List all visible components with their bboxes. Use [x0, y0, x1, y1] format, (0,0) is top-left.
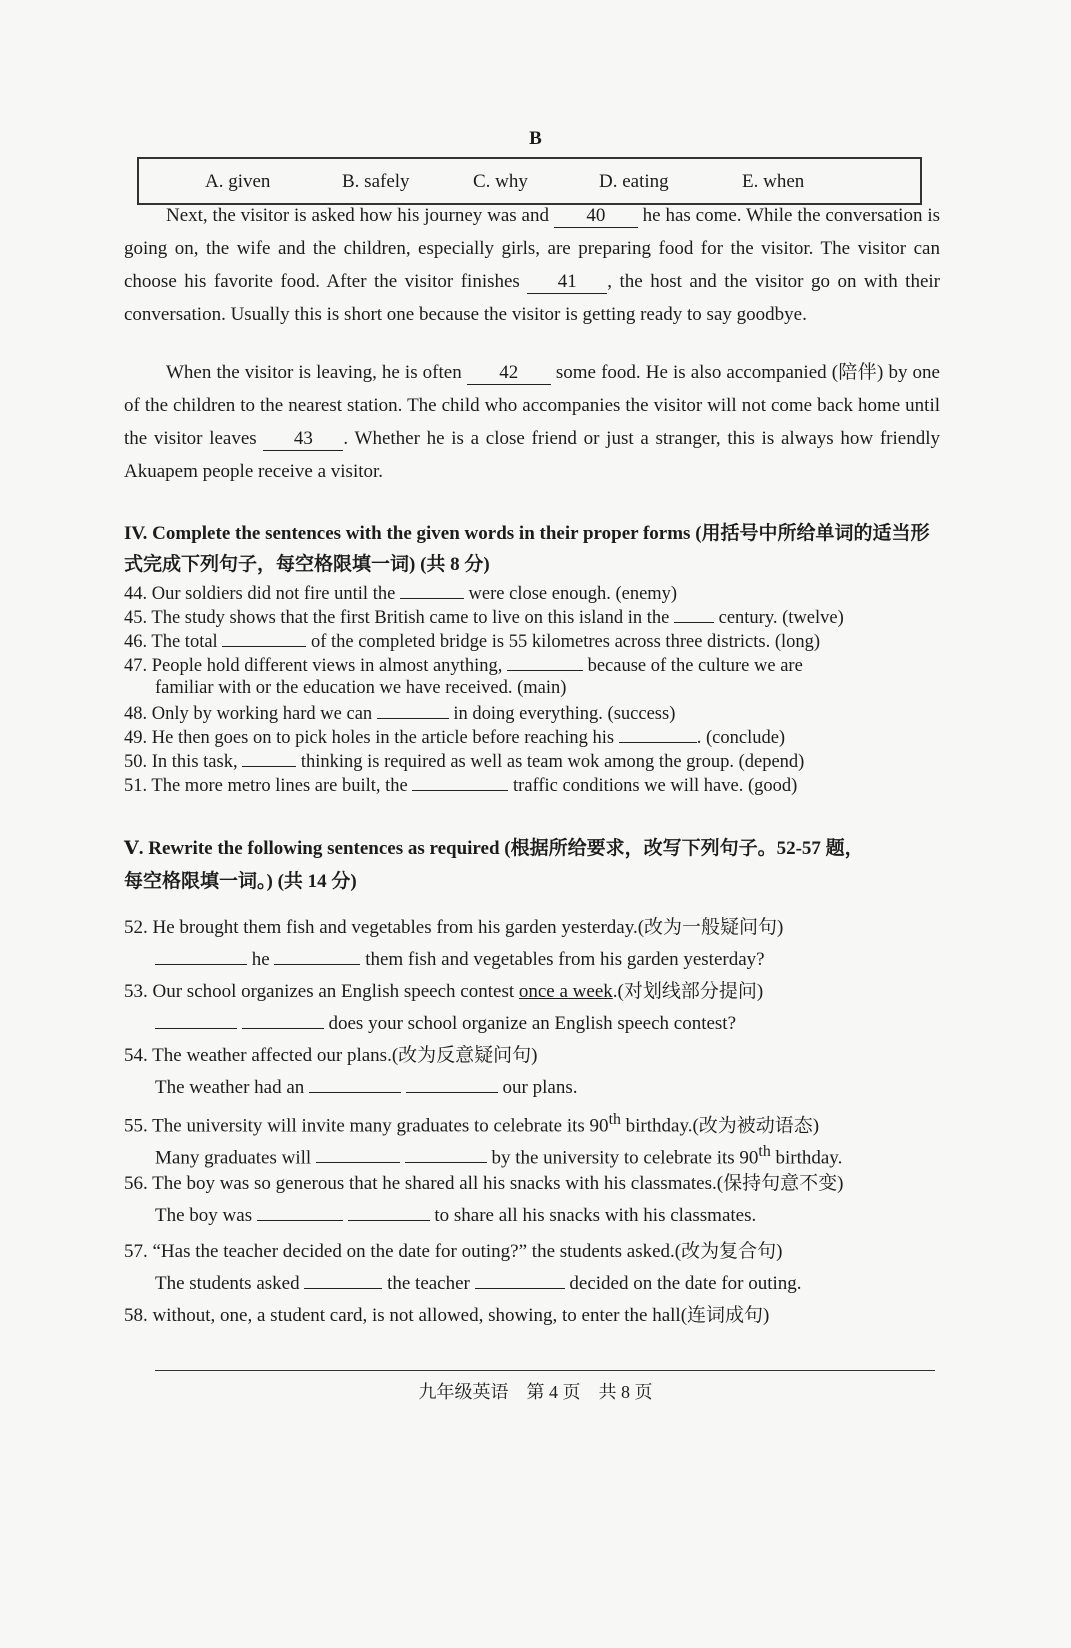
- underlined-phrase: once a week: [518, 981, 613, 1002]
- question-46: 46. The total of the completed bridge is 55 kilometres across three districts. (long): [124, 628, 942, 654]
- answer-blank-48[interactable]: [377, 700, 449, 719]
- answer-blank-47[interactable]: [507, 652, 583, 671]
- question-57: 57. “Has the teacher decided on the date for outing?” the students asked.(改为复合句): [124, 1241, 783, 1262]
- instruction-58: (连词成句): [680, 1305, 770, 1326]
- answer-blank-45[interactable]: [674, 604, 714, 623]
- blank-40[interactable]: 40: [554, 205, 638, 228]
- answer-blank-52b[interactable]: [274, 946, 360, 965]
- question-53: 53. Our school organizes an English speech contest once a week.(对划线部分提问): [124, 981, 764, 1002]
- question-56: 56. The boy was so generous that he shared all his snacks with his classmates.(保持句意不变): [124, 1173, 844, 1194]
- answer-blank-50[interactable]: [242, 748, 296, 767]
- answer-blank-44[interactable]: [400, 580, 464, 599]
- word-option-d: D. eating: [599, 171, 669, 192]
- question-45: 45. The study shows that the first British came to live on this island in the century. (twelve): [124, 604, 942, 630]
- answer-blank-53b[interactable]: [242, 1010, 324, 1029]
- page-footer: 九年级英语 第 4 页 共 8 页: [418, 1382, 653, 1402]
- section-iv-heading: IV. Complete the sentences with the given words in their proper forms (用括号中所给单词的适当形式完成下列句子，每空格限填一词) (共 8 分): [124, 523, 930, 575]
- instruction-55: (改为被动语态): [692, 1115, 820, 1137]
- instruction-56: (保持句意不变): [716, 1173, 844, 1194]
- question-49: 49. He then goes on to pick holes in the article before reaching his . (conclude): [124, 724, 942, 750]
- question-47: 47. People hold different views in almost anything, because of the culture we are: [124, 652, 942, 678]
- section-v-heading-line1: Ⅴ. Rewrite the following sentences as required (根据所给要求，改写下列句子。52-57 题，: [124, 838, 864, 859]
- question-58: 58. without, one, a student card, is not allowed, showing, to enter the hall(连词成句): [124, 1305, 770, 1326]
- blank-43[interactable]: 43: [263, 428, 343, 451]
- instruction-53: (对划线部分提问): [617, 981, 764, 1002]
- question-51: 51. The more metro lines are built, the traffic conditions we will have. (good): [124, 772, 942, 798]
- section-b-letter: B: [529, 128, 542, 149]
- answer-blank-55b[interactable]: [405, 1144, 487, 1163]
- answer-blank-55a[interactable]: [316, 1144, 400, 1163]
- answer-line-53: does your school organize an English speech contest?: [155, 1008, 736, 1040]
- question-50: 50. In this task, thinking is required as well as team wok among the group. (depend): [124, 748, 942, 774]
- instruction-57: (改为复合句): [674, 1241, 783, 1262]
- question-47-continued: familiar with or the education we have received. (main): [155, 678, 567, 698]
- answer-blank-54a[interactable]: [309, 1074, 401, 1093]
- answer-line-57: The students asked the teacher decided on the date for outing.: [155, 1268, 802, 1300]
- word-option-c: C. why: [473, 171, 528, 192]
- answer-blank-53a[interactable]: [155, 1010, 237, 1029]
- answer-blank-57a[interactable]: [304, 1270, 382, 1289]
- section-v-heading-line2: 每空格限填一词。) (共 14 分): [124, 871, 357, 892]
- answer-blank-54b[interactable]: [406, 1074, 498, 1093]
- word-option-a: A. given: [205, 171, 271, 192]
- question-48: 48. Only by working hard we can in doing everything. (success): [124, 700, 942, 726]
- answer-blank-56a[interactable]: [257, 1202, 343, 1221]
- word-option-e: E. when: [742, 171, 805, 192]
- word-bank-box: [137, 157, 922, 205]
- answer-line-54: The weather had an our plans.: [155, 1072, 577, 1104]
- blank-41[interactable]: 41: [527, 271, 607, 294]
- instruction-54: (改为反意疑问句): [391, 1045, 538, 1066]
- question-52: 52. He brought them fish and vegetables from his garden yesterday.(改为一般疑问句): [124, 917, 784, 938]
- answer-line-55: Many graduates will by the university to celebrate its 90th birthday.: [155, 1143, 843, 1169]
- instruction-52: (改为一般疑问句): [637, 917, 784, 938]
- answer-blank-57b[interactable]: [475, 1270, 565, 1289]
- answer-line-56: The boy was to share all his snacks with his classmates.: [155, 1200, 756, 1232]
- answer-blank-51[interactable]: [412, 772, 508, 791]
- blank-42[interactable]: 42: [467, 362, 551, 385]
- word-option-b: B. safely: [342, 171, 410, 192]
- passage-paragraph-2: When the visitor is leaving, he is often 42 some food. He is also accompanied (陪伴) by one of the children to the nearest station. The child who accompanies the visitor will not come back home until the visitor leaves 43 . Whether he is a close friend or just a stranger, this is always how friendly Akuapem people receive a visitor.: [124, 362, 940, 482]
- answer-blank-52a[interactable]: [155, 946, 247, 965]
- question-54: 54. The weather affected our plans.(改为反意疑问句): [124, 1045, 538, 1066]
- answer-blank-56b[interactable]: [348, 1202, 430, 1221]
- question-44: 44. Our soldiers did not fire until the were close enough. (enemy): [124, 580, 942, 606]
- answer-line-52: he them fish and vegetables from his garden yesterday?: [155, 944, 765, 976]
- passage-paragraph-1: Next, the visitor is asked how his journey was and 40 he has come. While the conversation is going on, the wife and the children, especially girls, are preparing food for the visitor. The visitor can choose his favorite food. After the visitor finishes 41 , the host and the visitor go on with their conversation. Usually this is short one because the visitor is getting ready to say goodbye.: [124, 205, 940, 325]
- answer-blank-49[interactable]: [619, 724, 697, 743]
- answer-blank-46[interactable]: [222, 628, 306, 647]
- answer-line-58[interactable]: [155, 1370, 935, 1371]
- question-55: 55. The university will invite many graduates to celebrate its 90th birthday.(改为被动语态): [124, 1111, 820, 1137]
